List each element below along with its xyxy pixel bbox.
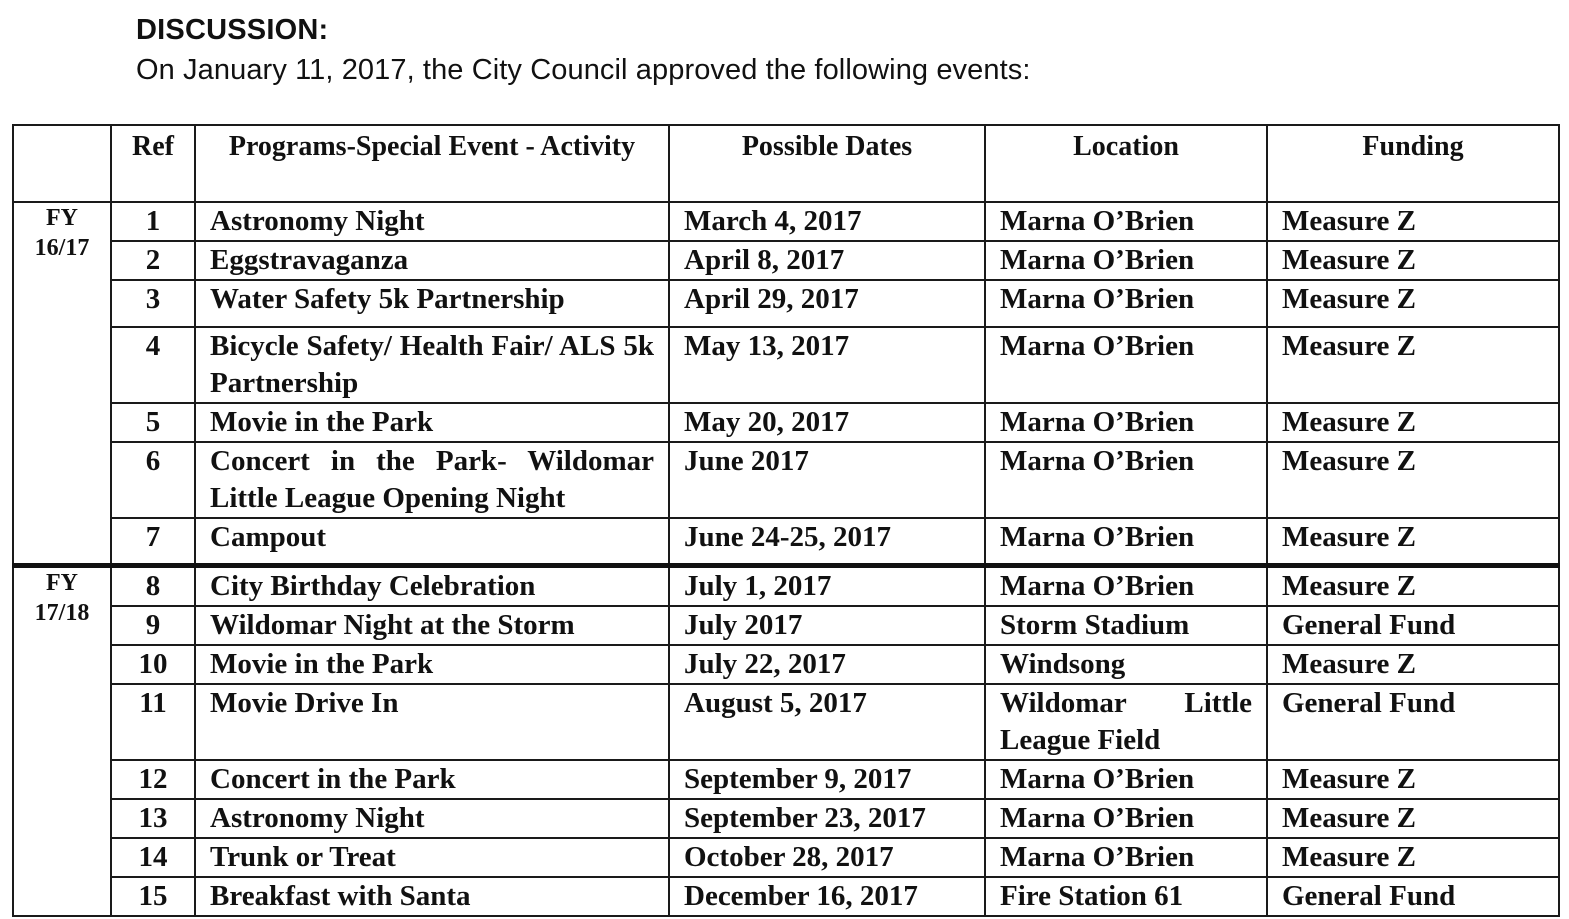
- ref-cell: 10: [111, 645, 195, 684]
- location-header: Location: [985, 125, 1267, 202]
- location-cell: Marna O’Brien: [985, 327, 1267, 403]
- funding-cell: General Fund: [1267, 606, 1559, 645]
- table-row: [13, 241, 1559, 280]
- section-heading: DISCUSSION:: [136, 14, 329, 46]
- table-row: [13, 403, 1559, 442]
- ref-cell: 1: [111, 202, 195, 241]
- location-cell: Marna O’Brien: [985, 202, 1267, 241]
- dates-cell: April 8, 2017: [669, 241, 985, 280]
- activity-cell: Wildomar Night at the Storm: [195, 606, 669, 645]
- ref-cell: 3: [111, 280, 195, 327]
- table-row: [13, 202, 1559, 241]
- ref-cell: 6: [111, 442, 195, 518]
- header-row: [13, 125, 1559, 202]
- table-row: [13, 799, 1559, 838]
- funding-header: Funding: [1267, 125, 1559, 202]
- dates-cell: July 1, 2017: [669, 565, 985, 606]
- table-row: [13, 442, 1559, 518]
- location-cell: Marna O’Brien: [985, 280, 1267, 327]
- dates-cell: May 13, 2017: [669, 327, 985, 403]
- table-row: [13, 877, 1559, 916]
- dates-cell: December 16, 2017: [669, 877, 985, 916]
- table-row: [13, 684, 1559, 760]
- activity-cell: Astronomy Night: [195, 202, 669, 241]
- activity-cell: Concert in the Park- Wildomar Little League Opening Night: [195, 442, 669, 518]
- funding-cell: Measure Z: [1267, 202, 1559, 241]
- dates-cell: May 20, 2017: [669, 403, 985, 442]
- ref-cell: 13: [111, 799, 195, 838]
- events-table: [12, 124, 1560, 917]
- location-cell: Marna O’Brien: [985, 760, 1267, 799]
- location-cell: Marna O’Brien: [985, 518, 1267, 565]
- location-cell: Marna O’Brien: [985, 241, 1267, 280]
- activity-cell: Campout: [195, 518, 669, 565]
- funding-cell: Measure Z: [1267, 442, 1559, 518]
- funding-cell: Measure Z: [1267, 280, 1559, 327]
- funding-cell: Measure Z: [1267, 327, 1559, 403]
- activity-cell: Eggstravaganza: [195, 241, 669, 280]
- ref-cell: 4: [111, 327, 195, 403]
- fiscal-year-label: FY 16/17: [13, 202, 111, 565]
- fiscal-year-label: FY 17/18: [13, 565, 111, 916]
- ref-cell: 5: [111, 403, 195, 442]
- activity-cell: Bicycle Safety/ Health Fair/ ALS 5k Partnership: [195, 327, 669, 403]
- funding-cell: General Fund: [1267, 684, 1559, 760]
- funding-cell: Measure Z: [1267, 565, 1559, 606]
- activity-cell: Water Safety 5k Partnership: [195, 280, 669, 327]
- table-row: [13, 518, 1559, 565]
- location-cell: Marna O’Brien: [985, 403, 1267, 442]
- ref-cell: 7: [111, 518, 195, 565]
- dates-cell: June 24-25, 2017: [669, 518, 985, 565]
- activity-cell: Breakfast with Santa: [195, 877, 669, 916]
- intro-paragraph: On January 11, 2017, the City Council approved the following events:: [136, 54, 1031, 86]
- table-row: [13, 838, 1559, 877]
- funding-cell: Measure Z: [1267, 645, 1559, 684]
- dates-cell: July 2017: [669, 606, 985, 645]
- ref-header: Ref: [111, 125, 195, 202]
- activity-cell: Trunk or Treat: [195, 838, 669, 877]
- funding-cell: Measure Z: [1267, 518, 1559, 565]
- activity-cell: Movie in the Park: [195, 645, 669, 684]
- activity-cell: Concert in the Park: [195, 760, 669, 799]
- location-cell: Marna O’Brien: [985, 442, 1267, 518]
- activity-header: Programs-Special Event - Activity: [195, 125, 669, 202]
- activity-cell: Astronomy Night: [195, 799, 669, 838]
- location-cell: Windsong: [985, 645, 1267, 684]
- funding-cell: Measure Z: [1267, 838, 1559, 877]
- activity-cell: City Birthday Celebration: [195, 565, 669, 606]
- funding-cell: Measure Z: [1267, 760, 1559, 799]
- dates-cell: March 4, 2017: [669, 202, 985, 241]
- ref-cell: 2: [111, 241, 195, 280]
- dates-header: Possible Dates: [669, 125, 985, 202]
- dates-cell: September 23, 2017: [669, 799, 985, 838]
- dates-cell: September 9, 2017: [669, 760, 985, 799]
- dates-cell: June 2017: [669, 442, 985, 518]
- ref-cell: 15: [111, 877, 195, 916]
- table-header: [13, 125, 1559, 202]
- funding-cell: General Fund: [1267, 877, 1559, 916]
- funding-cell: Measure Z: [1267, 403, 1559, 442]
- location-cell: Marna O’Brien: [985, 799, 1267, 838]
- dates-cell: August 5, 2017: [669, 684, 985, 760]
- table-row: [13, 327, 1559, 403]
- activity-cell: Movie Drive In: [195, 684, 669, 760]
- ref-cell: 12: [111, 760, 195, 799]
- table-row: [13, 760, 1559, 799]
- dates-cell: July 22, 2017: [669, 645, 985, 684]
- location-cell: Storm Stadium: [985, 606, 1267, 645]
- location-cell: Marna O’Brien: [985, 838, 1267, 877]
- table-row: [13, 645, 1559, 684]
- location-cell: Marna O’Brien: [985, 565, 1267, 606]
- dates-cell: October 28, 2017: [669, 838, 985, 877]
- location-cell: Fire Station 61: [985, 877, 1267, 916]
- table-row: [13, 280, 1559, 327]
- table-body: [13, 202, 1559, 916]
- ref-cell: 8: [111, 565, 195, 606]
- ref-cell: 9: [111, 606, 195, 645]
- table-row: [13, 565, 1559, 606]
- ref-cell: 11: [111, 684, 195, 760]
- dates-cell: April 29, 2017: [669, 280, 985, 327]
- fy-header: [13, 125, 111, 202]
- ref-cell: 14: [111, 838, 195, 877]
- activity-cell: Movie in the Park: [195, 403, 669, 442]
- table-row: [13, 606, 1559, 645]
- location-cell: Wildomar Little League Field: [985, 684, 1267, 760]
- funding-cell: Measure Z: [1267, 799, 1559, 838]
- funding-cell: Measure Z: [1267, 241, 1559, 280]
